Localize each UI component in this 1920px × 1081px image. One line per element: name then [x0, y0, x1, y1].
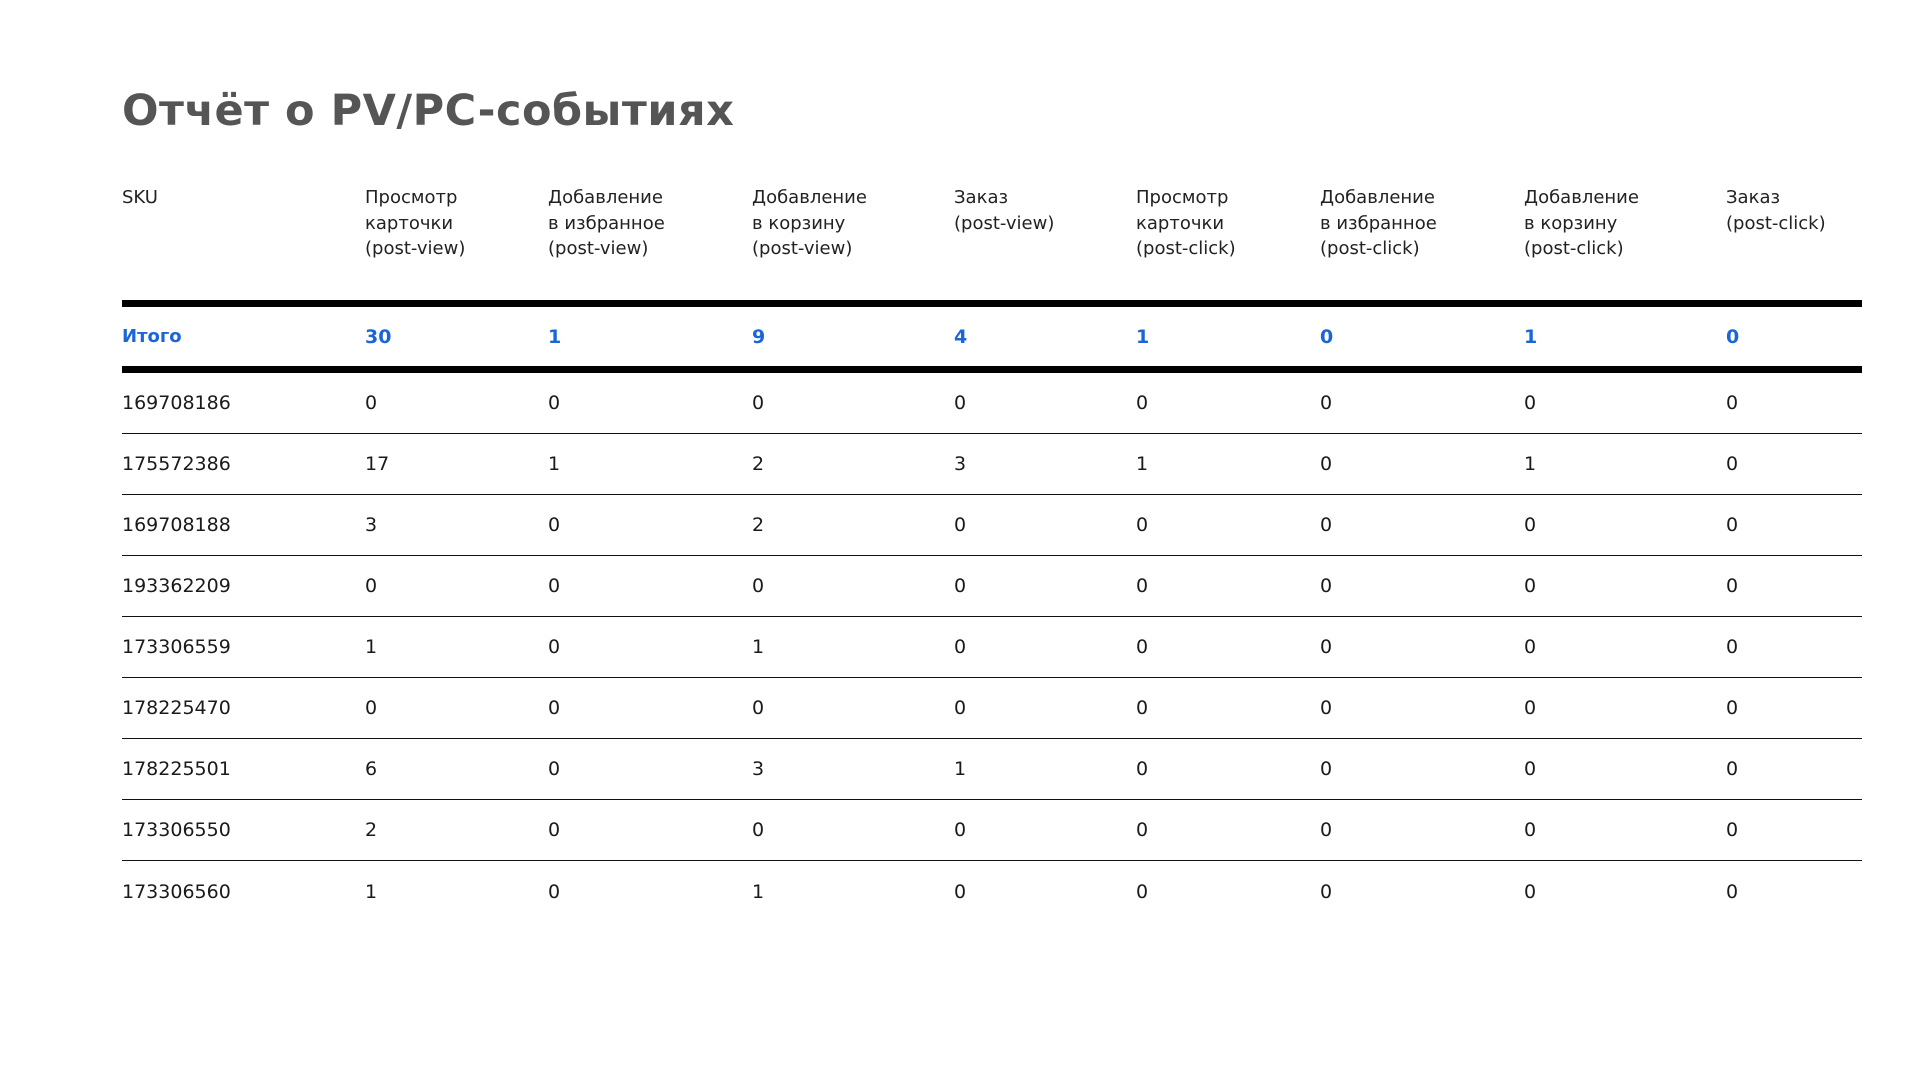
table-cell: 0: [1320, 575, 1333, 597]
sku-cell: 193362209: [122, 575, 231, 597]
table-row: [122, 678, 1862, 739]
table-cell: 1: [1524, 453, 1537, 475]
table-cell: 0: [1136, 697, 1149, 719]
table-cell: 0: [1726, 514, 1739, 536]
table-cell: 0: [954, 636, 967, 658]
events-report-table: [122, 185, 1862, 922]
table-cell: 17: [365, 453, 390, 475]
total-row: [122, 307, 1862, 366]
table-cell: 0: [752, 392, 765, 414]
table-row: [122, 434, 1862, 495]
column-header-cart-post-view: Добавление в корзину (post-view): [752, 187, 867, 259]
column-header-favorite-post-view: Добавление в избранное (post-view): [548, 187, 665, 259]
table-cell: 0: [548, 697, 561, 719]
column-header-card-view-post-view: Просмотр карточки (post-view): [365, 187, 466, 259]
column-header-order-post-view: Заказ (post-view): [954, 187, 1055, 234]
table-cell: 0: [954, 392, 967, 414]
table-cell: 0: [1524, 880, 1537, 903]
table-cell: 0: [548, 758, 561, 780]
table-cell: 0: [954, 514, 967, 536]
sku-cell: 175572386: [122, 453, 231, 475]
sku-cell: 178225501: [122, 758, 231, 780]
table-row: [122, 739, 1862, 800]
total-value: 4: [954, 325, 968, 348]
column-header-cart-post-click: Добавление в корзину (post-click): [1524, 187, 1639, 259]
total-value: 1: [548, 325, 562, 348]
table-cell: 1: [548, 453, 561, 475]
total-value: 0: [1726, 325, 1740, 348]
total-value: 30: [365, 325, 392, 348]
sku-cell: 173306550: [122, 819, 231, 841]
table-cell: 0: [1726, 880, 1739, 903]
total-value: 0: [1320, 325, 1334, 348]
table-cell: 2: [365, 819, 378, 841]
table-cell: 0: [1726, 453, 1739, 475]
page-title: Отчёт о PV/PC-событиях: [122, 86, 735, 136]
table-row: [122, 495, 1862, 556]
table-row: [122, 861, 1862, 922]
table-cell: 0: [1320, 758, 1333, 780]
table-cell: 1: [752, 636, 765, 658]
table-cell: 0: [1136, 880, 1149, 903]
sku-cell: 173306559: [122, 636, 231, 658]
table-cell: 0: [1524, 514, 1537, 536]
column-header-favorite-post-click: Добавление в избранное (post-click): [1320, 187, 1437, 259]
table-cell: 0: [1136, 636, 1149, 658]
table-cell: 0: [1726, 697, 1739, 719]
table-cell: 0: [752, 819, 765, 841]
table-cell: 0: [548, 575, 561, 597]
table-cell: 0: [1320, 880, 1333, 903]
total-value: 1: [1136, 325, 1150, 348]
table-cell: 2: [752, 514, 765, 536]
table-cell: 1: [365, 880, 378, 903]
table-cell: 0: [954, 575, 967, 597]
table-cell: 1: [1136, 453, 1149, 475]
table-cell: 0: [1320, 392, 1333, 414]
table-row: [122, 617, 1862, 678]
column-header-card-view-post-click: Просмотр карточки (post-click): [1136, 187, 1236, 259]
total-label: Итого: [122, 326, 182, 347]
sku-cell: 173306560: [122, 880, 231, 903]
column-header-order-post-click: Заказ (post-click): [1726, 187, 1826, 234]
sku-cell: 169708188: [122, 514, 231, 536]
table-cell: 3: [954, 453, 967, 475]
table-cell: 0: [1524, 697, 1537, 719]
table-cell: 0: [1524, 392, 1537, 414]
table-cell: 0: [752, 575, 765, 597]
table-cell: 0: [1320, 819, 1333, 841]
table-cell: 2: [752, 453, 765, 475]
table-cell: 0: [1524, 819, 1537, 841]
column-header-sku: SKU: [122, 187, 158, 208]
total-value: 1: [1524, 325, 1538, 348]
table-cell: 0: [1524, 575, 1537, 597]
table-cell: 0: [1726, 636, 1739, 658]
table-cell: 0: [752, 697, 765, 719]
table-cell: 0: [1136, 392, 1149, 414]
table-body: [122, 373, 1862, 922]
table-cell: 0: [548, 880, 561, 903]
table-cell: 0: [1320, 514, 1333, 536]
table-cell: 1: [954, 758, 967, 780]
table-cell: 0: [1136, 819, 1149, 841]
table-cell: 1: [752, 880, 765, 903]
table-cell: 0: [548, 514, 561, 536]
table-cell: 0: [1524, 636, 1537, 658]
table-row: [122, 556, 1862, 617]
table-cell: 0: [1320, 453, 1333, 475]
table-cell: 1: [365, 636, 378, 658]
table-cell: 0: [1136, 758, 1149, 780]
table-cell: 0: [1524, 758, 1537, 780]
table-cell: 0: [1136, 575, 1149, 597]
table-cell: 3: [365, 514, 378, 536]
table-cell: 0: [954, 880, 967, 903]
table-cell: 0: [954, 697, 967, 719]
table-cell: 0: [954, 819, 967, 841]
total-divider: [122, 366, 1862, 373]
table-cell: 6: [365, 758, 378, 780]
table-cell: 0: [1320, 697, 1333, 719]
table-cell: 0: [548, 819, 561, 841]
table-cell: 0: [365, 575, 378, 597]
table-cell: 0: [365, 697, 378, 719]
table-cell: 0: [1320, 636, 1333, 658]
table-cell: 0: [548, 392, 561, 414]
table-cell: 0: [1136, 514, 1149, 536]
table-cell: 3: [752, 758, 765, 780]
header-divider: [122, 300, 1862, 307]
table-row: [122, 373, 1862, 434]
table-row: [122, 800, 1862, 861]
sku-cell: 169708186: [122, 392, 231, 414]
table-header-row: [122, 185, 1862, 300]
table-cell: 0: [1726, 819, 1739, 841]
table-cell: 0: [548, 636, 561, 658]
total-value: 9: [752, 325, 766, 348]
sku-cell: 178225470: [122, 697, 231, 719]
table-cell: 0: [1726, 758, 1739, 780]
table-cell: 0: [1726, 392, 1739, 414]
table-cell: 0: [1726, 575, 1739, 597]
table-cell: 0: [365, 392, 378, 414]
